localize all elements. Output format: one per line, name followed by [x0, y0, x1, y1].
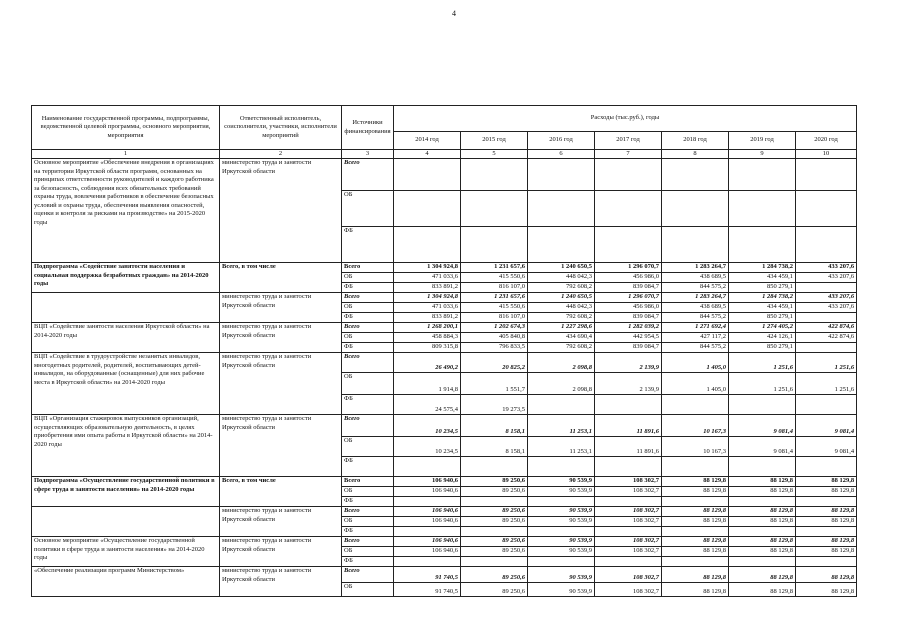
cell: ВЦП «Организация стажировок выпускников организаций, осуществляющих образовательную деятельность, в целях приобретения ими опыта работы в Иркутской области» на 2014-2020 годы — [32, 415, 220, 477]
column-number: 2 — [220, 150, 342, 159]
cell: министерство труда и занятости Иркутской области — [220, 567, 342, 597]
header-year: 2018 год — [662, 132, 729, 150]
cell — [662, 227, 729, 263]
cell — [729, 395, 796, 415]
cell: 433 207,6 — [796, 293, 857, 303]
cell: 850 279,1 — [729, 343, 796, 353]
cell — [394, 557, 461, 567]
cell: ФБ — [342, 313, 394, 323]
cell: Основное мероприятие «Осуществление государственной политики в сфере труда и занятости населения» на 2014-2020 годы — [32, 537, 220, 567]
cell — [729, 497, 796, 507]
cell: 438 689,5 — [662, 273, 729, 283]
cell: Всего — [342, 353, 394, 373]
cell: 88 129,8 — [729, 487, 796, 497]
cell: 89 250,6 — [461, 487, 528, 497]
cell: 1 296 070,7 — [595, 263, 662, 273]
cell: министерство труда и занятости Иркутской области — [220, 415, 342, 477]
cell — [729, 227, 796, 263]
cell — [796, 159, 857, 191]
cell: 405 840,8 — [461, 333, 528, 343]
cell: 816 107,0 — [461, 313, 528, 323]
cell: 422 874,6 — [796, 323, 857, 333]
cell: 8 158,1 — [461, 415, 528, 437]
cell: 1 227 298,6 — [528, 323, 595, 333]
cell — [461, 227, 528, 263]
header-executor: Ответственный исполнитель, соисполнители, участники, исполнители мероприятий — [220, 106, 342, 150]
cell: 434 459,1 — [729, 273, 796, 283]
cell: 88 129,8 — [662, 487, 729, 497]
cell: 11 253,1 — [528, 437, 595, 457]
cell: Подпрограмма «Содействие занятости населения и социальная поддержка безработных граждан» на 2014-2020 годы — [32, 263, 220, 293]
cell: 1 282 039,2 — [595, 323, 662, 333]
column-number: 6 — [528, 150, 595, 159]
cell: 108 302,7 — [595, 537, 662, 547]
cell: 11 891,6 — [595, 415, 662, 437]
table-row — [32, 477, 857, 487]
cell — [461, 457, 528, 477]
cell: 88 129,8 — [796, 487, 857, 497]
cell: ОБ — [342, 517, 394, 527]
cell: Всего, в том числе — [220, 263, 342, 293]
cell: 1 251,6 — [796, 353, 857, 373]
cell: 106 940,6 — [394, 477, 461, 487]
cell: 11 253,1 — [528, 415, 595, 437]
cell: 2 098,8 — [528, 353, 595, 373]
cell: 1 405,0 — [662, 353, 729, 373]
cell: 1 551,7 — [461, 373, 528, 395]
cell: 1 283 264,7 — [662, 263, 729, 273]
cell: Всего, в том числе — [220, 477, 342, 507]
cell: 20 825,2 — [461, 353, 528, 373]
cell: министерство труда и занятости Иркутской области — [220, 293, 342, 323]
cell — [32, 293, 220, 323]
cell: 88 129,8 — [729, 537, 796, 547]
cell — [528, 227, 595, 263]
cell: 88 129,8 — [729, 507, 796, 517]
cell: министерство труда и занятости Иркутской области — [220, 537, 342, 567]
cell: 88 129,8 — [796, 567, 857, 583]
cell: 10 234,5 — [394, 437, 461, 457]
cell: Всего — [342, 477, 394, 487]
cell — [595, 497, 662, 507]
cell: министерство труда и занятости Иркутской области — [220, 507, 342, 537]
cell: 1 284 738,2 — [729, 263, 796, 273]
cell — [729, 557, 796, 567]
column-number: 5 — [461, 150, 528, 159]
cell — [394, 159, 461, 191]
cell — [595, 191, 662, 227]
cell — [729, 191, 796, 227]
cell: ОБ — [342, 191, 394, 227]
cell: 8 158,1 — [461, 437, 528, 457]
cell: 10 234,5 — [394, 415, 461, 437]
cell: 2 139,9 — [595, 373, 662, 395]
cell — [662, 395, 729, 415]
table-row — [32, 507, 857, 517]
cell: 88 129,8 — [662, 507, 729, 517]
cell: Всего — [342, 159, 394, 191]
cell: ФБ — [342, 283, 394, 293]
cell — [461, 497, 528, 507]
column-number: 9 — [729, 150, 796, 159]
cell: ОБ — [342, 333, 394, 343]
cell: 471 033,6 — [394, 303, 461, 313]
cell: 433 207,6 — [796, 263, 857, 273]
cell: 792 608,2 — [528, 343, 595, 353]
cell: Всего — [342, 567, 394, 583]
cell: 796 833,5 — [461, 343, 528, 353]
cell: 90 539,9 — [528, 507, 595, 517]
cell — [528, 191, 595, 227]
table-row — [32, 323, 857, 333]
cell: 456 986,0 — [595, 303, 662, 313]
cell — [662, 527, 729, 537]
cell: 108 302,7 — [595, 477, 662, 487]
cell: 792 608,2 — [528, 313, 595, 323]
cell: 89 250,6 — [461, 477, 528, 487]
cell — [729, 457, 796, 477]
cell: 89 250,6 — [461, 583, 528, 597]
cell: 833 891,2 — [394, 313, 461, 323]
cell: 106 940,6 — [394, 537, 461, 547]
cell — [394, 227, 461, 263]
cell: 1 271 692,4 — [662, 323, 729, 333]
cell — [662, 557, 729, 567]
header-costs: Расходы (тыс.руб.), годы — [394, 106, 857, 132]
cell: 448 042,3 — [528, 303, 595, 313]
cell: 24 575,4 — [394, 395, 461, 415]
cell: 88 129,8 — [729, 547, 796, 557]
cell — [595, 159, 662, 191]
cell: 1 231 657,6 — [461, 293, 528, 303]
cell — [662, 191, 729, 227]
cell: 792 608,2 — [528, 283, 595, 293]
cell: Всего — [342, 293, 394, 303]
cell: 1 251,6 — [729, 373, 796, 395]
cell: 88 129,8 — [796, 583, 857, 597]
cell — [729, 527, 796, 537]
table-row — [32, 263, 857, 273]
cell — [528, 457, 595, 477]
cell: 89 250,6 — [461, 547, 528, 557]
column-number: 3 — [342, 150, 394, 159]
cell — [662, 497, 729, 507]
cell: 1 274 405,2 — [729, 323, 796, 333]
cell: 88 129,8 — [662, 477, 729, 487]
cell: 108 302,7 — [595, 547, 662, 557]
cell: 90 539,9 — [528, 517, 595, 527]
cell: 1 914,8 — [394, 373, 461, 395]
cell: 88 129,8 — [796, 477, 857, 487]
cell: 88 129,8 — [729, 567, 796, 583]
cell: 106 940,6 — [394, 487, 461, 497]
cell — [595, 227, 662, 263]
column-number: 7 — [595, 150, 662, 159]
cell: 415 550,6 — [461, 273, 528, 283]
cell — [595, 527, 662, 537]
cell: 90 539,9 — [528, 567, 595, 583]
cell: Всего — [342, 415, 394, 437]
table-row — [32, 159, 857, 191]
cell — [796, 313, 857, 323]
cell: 9 081,4 — [796, 437, 857, 457]
cell: Всего — [342, 263, 394, 273]
cell: 89 250,6 — [461, 567, 528, 583]
cell: 816 107,0 — [461, 283, 528, 293]
column-number-row — [32, 150, 857, 159]
cell: 1 304 924,8 — [394, 263, 461, 273]
cell: 424 126,1 — [729, 333, 796, 343]
cell — [394, 527, 461, 537]
cell — [595, 395, 662, 415]
cell: 458 884,3 — [394, 333, 461, 343]
cell: 442 954,5 — [595, 333, 662, 343]
header-name: Наименование государственной программы, подпрограммы, ведомственной целевой программы, основного мероприятия, мероприятия — [32, 106, 220, 150]
cell — [528, 557, 595, 567]
cell: 1 240 650,5 — [528, 293, 595, 303]
table-row — [32, 567, 857, 583]
cell — [796, 557, 857, 567]
scan-edge — [0, 634, 905, 640]
cell — [662, 457, 729, 477]
cell — [32, 507, 220, 537]
cell: министерство труда и занятости Иркутской области — [220, 323, 342, 353]
cell: 1 202 674,3 — [461, 323, 528, 333]
cell — [461, 527, 528, 537]
cell — [528, 395, 595, 415]
cell: 19 273,5 — [461, 395, 528, 415]
cell: Всего — [342, 507, 394, 517]
cell: 88 129,8 — [729, 517, 796, 527]
cell: 90 539,9 — [528, 487, 595, 497]
cell: 844 575,2 — [662, 343, 729, 353]
cell: ФБ — [342, 227, 394, 263]
cell: 90 539,9 — [528, 537, 595, 547]
cell: 9 081,4 — [729, 415, 796, 437]
cell: ОБ — [342, 373, 394, 395]
cell: 88 129,8 — [796, 537, 857, 547]
cell: ФБ — [342, 457, 394, 477]
cell: 1 304 924,8 — [394, 293, 461, 303]
cell — [394, 497, 461, 507]
cell: 108 302,7 — [595, 487, 662, 497]
cell: ОБ — [342, 583, 394, 597]
cell: 90 539,9 — [528, 547, 595, 557]
cell: 434 690,4 — [528, 333, 595, 343]
cell: 106 940,6 — [394, 517, 461, 527]
cell: 89 250,6 — [461, 517, 528, 527]
header-year: 2017 год — [595, 132, 662, 150]
cell: ФБ — [342, 557, 394, 567]
cell: 1 283 264,7 — [662, 293, 729, 303]
cell — [394, 191, 461, 227]
cell: 434 459,1 — [729, 303, 796, 313]
cell: 9 081,4 — [729, 437, 796, 457]
cell: 89 250,6 — [461, 537, 528, 547]
cell: 88 129,8 — [662, 547, 729, 557]
cell — [796, 527, 857, 537]
header-row — [32, 106, 857, 132]
cell: ФБ — [342, 497, 394, 507]
cell: 108 302,7 — [595, 583, 662, 597]
cell: 1 284 738,2 — [729, 293, 796, 303]
cell: 427 117,2 — [662, 333, 729, 343]
cell — [595, 457, 662, 477]
cell — [528, 497, 595, 507]
cell: 108 302,7 — [595, 517, 662, 527]
cell: 1 296 070,7 — [595, 293, 662, 303]
cell: 1 251,6 — [796, 373, 857, 395]
cell — [662, 159, 729, 191]
cell: 2 098,8 — [528, 373, 595, 395]
cell — [595, 557, 662, 567]
cell: 433 207,6 — [796, 303, 857, 313]
cell: 91 740,5 — [394, 567, 461, 583]
budget-table — [31, 105, 857, 597]
cell: 88 129,8 — [662, 537, 729, 547]
cell — [461, 557, 528, 567]
cell: ОБ — [342, 273, 394, 283]
cell: 456 986,0 — [595, 273, 662, 283]
cell: 10 167,3 — [662, 415, 729, 437]
cell: 91 740,5 — [394, 583, 461, 597]
table-row — [32, 415, 857, 437]
cell — [461, 191, 528, 227]
cell — [796, 497, 857, 507]
header-year: 2020 год — [796, 132, 857, 150]
cell: 844 575,2 — [662, 313, 729, 323]
cell: 11 891,6 — [595, 437, 662, 457]
cell: 1 240 650,5 — [528, 263, 595, 273]
cell: Всего — [342, 537, 394, 547]
cell: 850 279,1 — [729, 283, 796, 293]
cell: 471 033,6 — [394, 273, 461, 283]
cell: Основное мероприятие «Обеспечение внедрения в организациях на территории Иркутской области программ, основанных на принципах ответственности руководителей и каждого работника за безопасность, соблюдения всех обязательных требований охраны труда, вовлечения работников в обеспечение безопасных условий и охраны труда, обеспечения выявления опасностей, оценки и контроля за рисками на производстве» на 2015-2020 годы — [32, 159, 220, 263]
cell: ОБ — [342, 303, 394, 313]
cell: министерство труда и занятости Иркутской области — [220, 159, 342, 263]
cell: 88 129,8 — [796, 547, 857, 557]
header-year: 2016 год — [528, 132, 595, 150]
cell — [796, 227, 857, 263]
header-year: 2015 год — [461, 132, 528, 150]
cell: 26 490,2 — [394, 353, 461, 373]
cell — [796, 191, 857, 227]
cell — [796, 395, 857, 415]
cell: 422 874,6 — [796, 333, 857, 343]
cell — [528, 159, 595, 191]
cell: 88 129,8 — [796, 517, 857, 527]
cell — [796, 283, 857, 293]
cell: ВЦП «Содействие в трудоустройстве незанятых инвалидов, многодетных родителей, родителей, воспитывающих детей-инвалидов, на оборудованные (оснащенные) для них рабочие места в Иркутской области» на 2014-2020 годы — [32, 353, 220, 415]
cell: 10 167,3 — [662, 437, 729, 457]
cell: 1 268 200,1 — [394, 323, 461, 333]
header-year: 2019 год — [729, 132, 796, 150]
cell: министерство труда и занятости Иркутской области — [220, 353, 342, 415]
cell: 1 251,6 — [729, 353, 796, 373]
header-year: 2014 год — [394, 132, 461, 150]
table-row — [32, 353, 857, 373]
cell: 106 940,6 — [394, 507, 461, 517]
cell: ФБ — [342, 395, 394, 415]
column-number: 10 — [796, 150, 857, 159]
cell: 839 084,7 — [595, 313, 662, 323]
cell: 833 891,2 — [394, 283, 461, 293]
cell: 108 302,7 — [595, 507, 662, 517]
cell: 108 302,7 — [595, 567, 662, 583]
cell: ОБ — [342, 547, 394, 557]
cell — [394, 457, 461, 477]
cell: 89 250,6 — [461, 507, 528, 517]
column-number: 4 — [394, 150, 461, 159]
cell — [796, 457, 857, 477]
cell: ОБ — [342, 487, 394, 497]
table-row — [32, 537, 857, 547]
cell: ФБ — [342, 527, 394, 537]
cell: Подпрограмма «Осуществление государственной политики в сфере труда и занятости населения» на 2014-2020 годы — [32, 477, 220, 507]
page-number: 4 — [452, 9, 456, 18]
cell: 90 539,9 — [528, 477, 595, 487]
cell: 850 279,1 — [729, 313, 796, 323]
cell: 844 575,2 — [662, 283, 729, 293]
cell: 415 550,6 — [461, 303, 528, 313]
cell: 438 689,5 — [662, 303, 729, 313]
cell — [796, 343, 857, 353]
cell: 9 081,4 — [796, 415, 857, 437]
column-number: 1 — [32, 150, 220, 159]
cell: 88 129,8 — [796, 507, 857, 517]
cell: 88 129,8 — [729, 583, 796, 597]
cell: ФБ — [342, 343, 394, 353]
cell — [461, 159, 528, 191]
cell: 1 405,0 — [662, 373, 729, 395]
cell: 88 129,8 — [662, 583, 729, 597]
cell: 2 139,9 — [595, 353, 662, 373]
cell: ВЦП «Содействие занятости населения Иркутской области» на 2014-2020 годы — [32, 323, 220, 353]
cell: 1 231 657,6 — [461, 263, 528, 273]
cell: 433 207,6 — [796, 273, 857, 283]
header-source: Источники финансирования — [342, 106, 394, 150]
cell: 88 129,8 — [729, 477, 796, 487]
cell: «Обеспечение реализации программ Министерством» — [32, 567, 220, 597]
table-row — [32, 293, 857, 303]
cell: 90 539,9 — [528, 583, 595, 597]
cell — [528, 527, 595, 537]
column-number: 8 — [662, 150, 729, 159]
cell — [729, 159, 796, 191]
cell: 448 042,3 — [528, 273, 595, 283]
cell: ОБ — [342, 437, 394, 457]
cell: Всего — [342, 323, 394, 333]
cell: 106 940,6 — [394, 547, 461, 557]
cell: 839 084,7 — [595, 343, 662, 353]
cell: 88 129,8 — [662, 567, 729, 583]
cell: 88 129,8 — [662, 517, 729, 527]
cell: 839 084,7 — [595, 283, 662, 293]
cell: 809 315,8 — [394, 343, 461, 353]
